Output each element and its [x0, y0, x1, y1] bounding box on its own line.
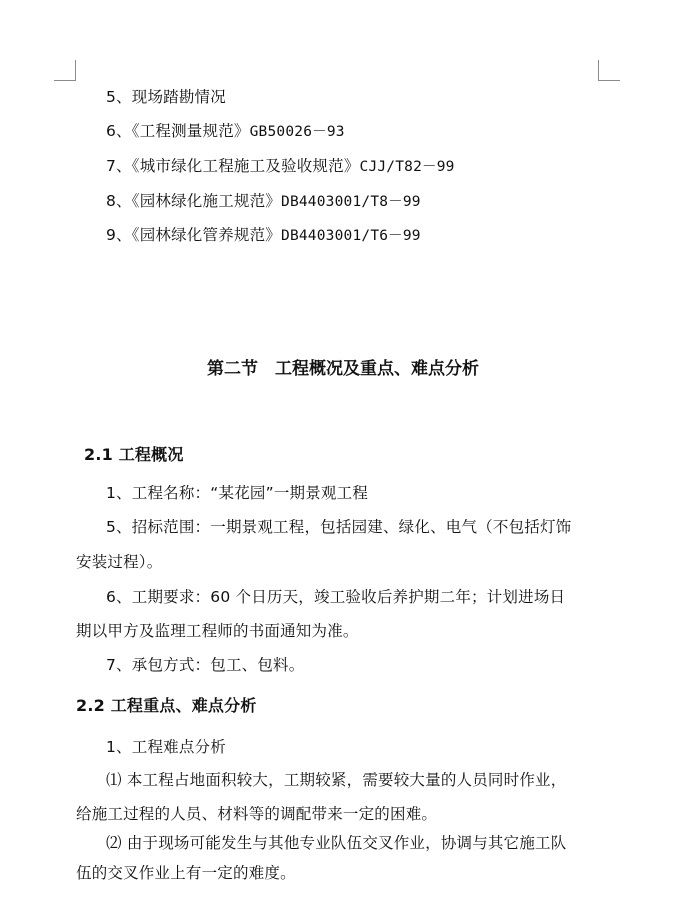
difficulty-paragraph-1: ⑴ 本工程占地面积较大，工期较紧，需要较大量的人员同时作业， [106, 771, 567, 789]
reference-item: 5、现场踏勘情况 [106, 88, 226, 106]
difficulties-subheading: 1、工程难点分析 [106, 738, 226, 756]
difficulty-paragraph-2-cont: 伍的交叉作业上有一定的难度。 [76, 864, 296, 882]
overview-item-name: 1、工程名称：“某花园”一期景观工程 [106, 484, 369, 502]
section-title: 第二节 工程概况及重点、难点分析 [207, 359, 479, 379]
overview-item-scope-cont: 安装过程）。 [76, 553, 163, 571]
heading-overview: 2.1 工程概况 [84, 445, 184, 464]
difficulty-paragraph-2: ⑵ 由于现场可能发生与其他专业队伍交叉作业，协调与其它施工队 [106, 834, 567, 852]
overview-item-contract: 7、承包方式：包工、包料。 [106, 656, 305, 674]
reference-item: 6、《工程测量规范》GB50026－93 [106, 122, 345, 140]
reference-code: DB4403001/T6－99 [281, 228, 421, 244]
crop-mark-left-horizontal [54, 80, 76, 81]
reference-item: 7、《城市绿化工程施工及验收规范》CJJ/T82－99 [106, 157, 455, 175]
crop-mark-left-vertical [75, 60, 76, 81]
reference-item: 8、《园林绿化施工规范》DB4403001/T8－99 [106, 192, 421, 210]
reference-code: GB50026－93 [249, 124, 345, 140]
crop-mark-right-vertical [598, 60, 599, 81]
reference-code: CJJ/T82－99 [359, 159, 455, 175]
reference-code: DB4403001/T8－99 [281, 194, 421, 210]
overview-item-scope: 5、招标范围：一期景观工程，包括园建、绿化、电气（不包括灯饰 [106, 518, 572, 536]
heading-difficulties: 2.2 工程重点、难点分析 [76, 696, 257, 715]
overview-item-schedule-cont: 期以甲方及监理工程师的书面通知为准。 [76, 622, 359, 640]
difficulty-paragraph-1-cont: 给施工过程的人员、材料等的调配带来一定的困难。 [76, 805, 438, 823]
reference-item: 9、《园林绿化管养规范》DB4403001/T6－99 [106, 226, 421, 244]
overview-item-schedule: 6、工期要求：60 个日历天，竣工验收后养护期二年；计划进场日 [106, 588, 566, 606]
